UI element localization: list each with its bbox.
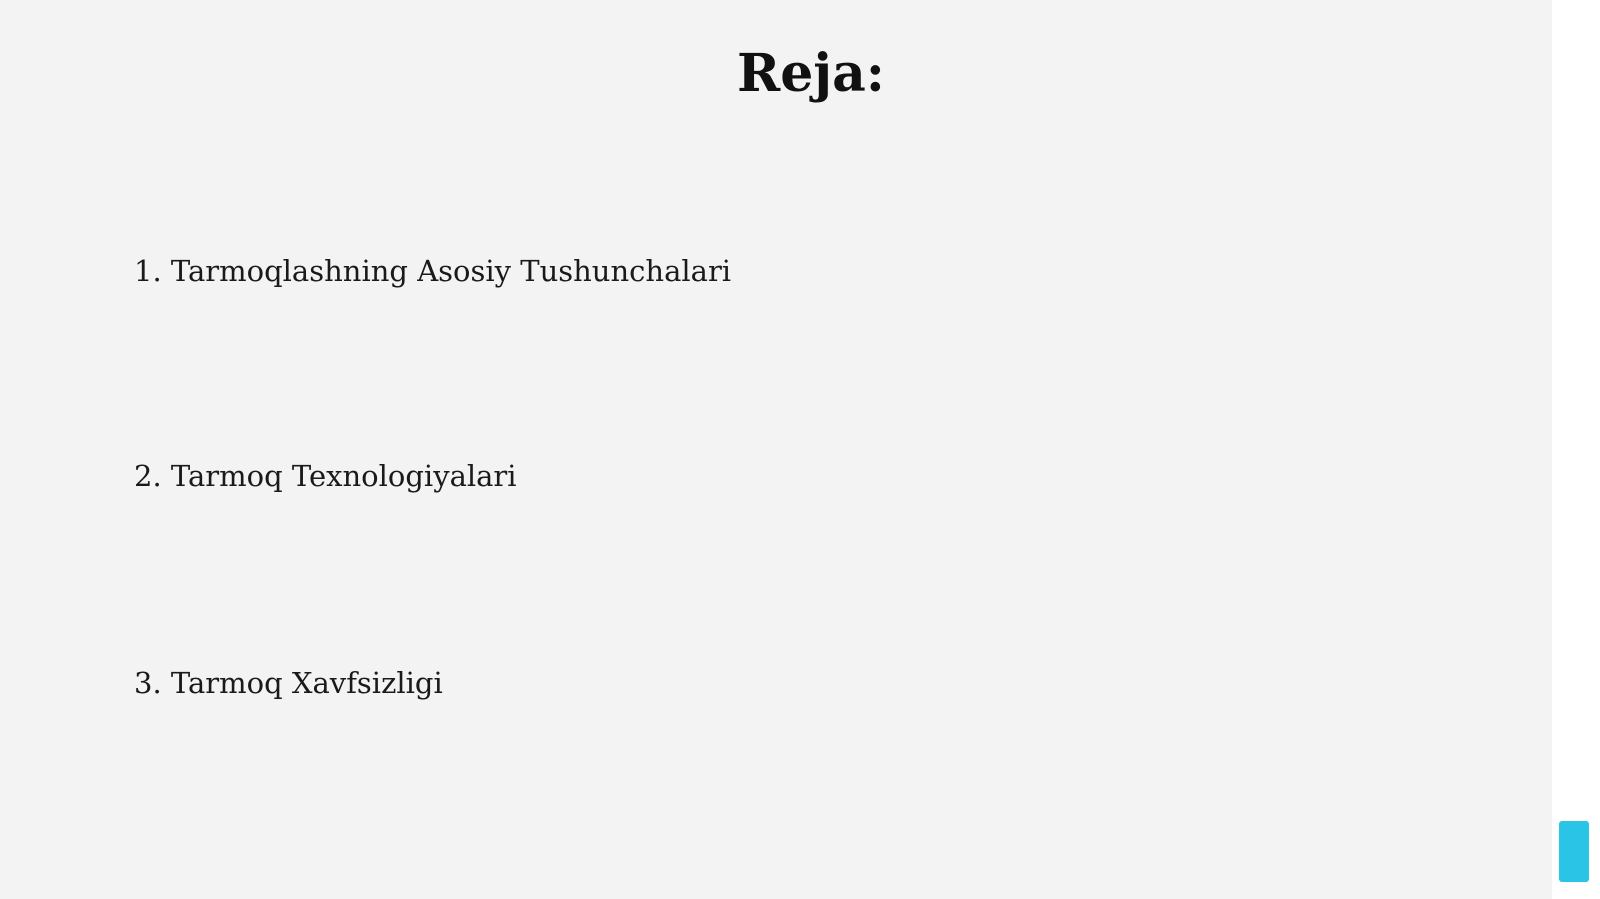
slide-title: Reja:: [736, 43, 885, 104]
scroll-handle[interactable]: [1559, 821, 1589, 882]
plan-item-3: 3. Tarmoq Xavfsizligi: [134, 666, 443, 700]
plan-item-2: 2. Tarmoq Texnologiyalari: [134, 459, 517, 493]
plan-item-1: 1. Tarmoqlashning Asosiy Tushunchalari: [134, 254, 732, 288]
